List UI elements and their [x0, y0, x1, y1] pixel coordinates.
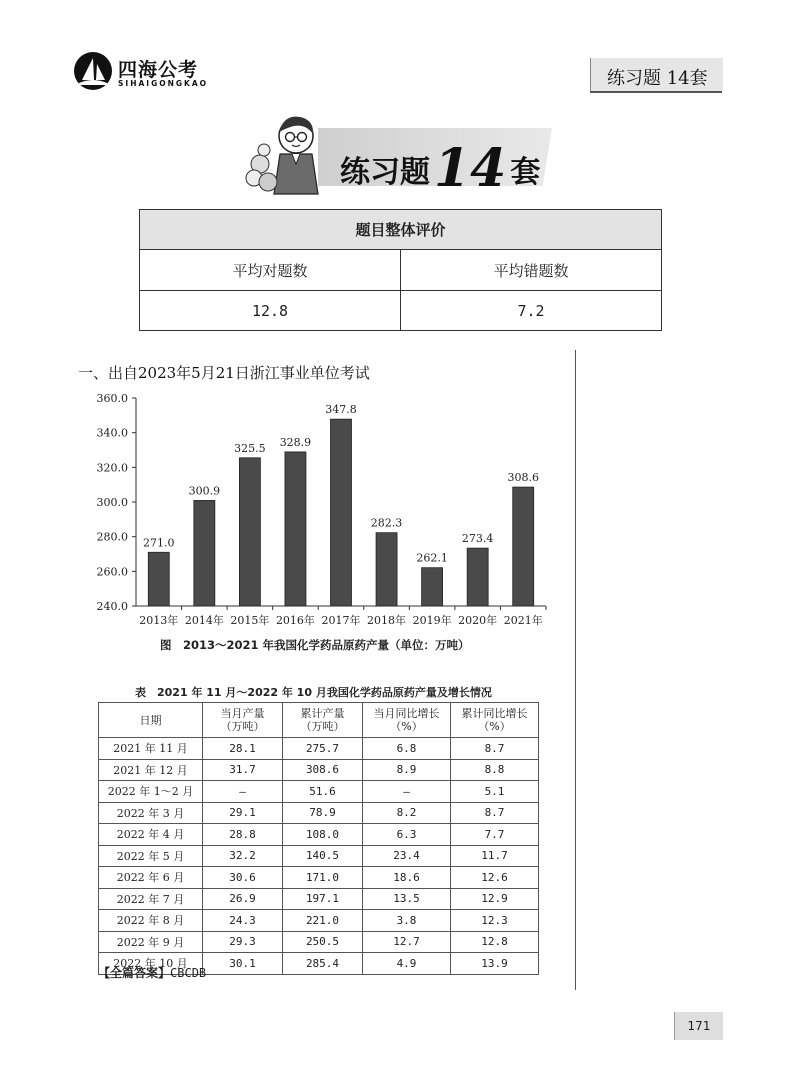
table-header-row	[99, 703, 539, 738]
header-line: 当月产量	[220, 707, 265, 720]
header-line: 当月同比增长	[373, 707, 440, 720]
table-cell: 2022 年 4 月	[99, 824, 203, 846]
table-cell: 3.8	[363, 910, 451, 932]
header-tab	[590, 58, 723, 92]
bar	[194, 500, 215, 606]
table-row	[99, 738, 539, 760]
bar	[422, 568, 443, 606]
chart-caption: 图 2013～2021 年我国化学药品原药产量（单位：万吨）	[160, 638, 470, 652]
table-cell: 2022 年 10 月	[99, 953, 203, 975]
x-tick-label: 2013年	[139, 614, 179, 627]
table-cell: 8.2	[363, 802, 451, 824]
bar-value-label: 308.6	[507, 471, 539, 485]
table-cell: —	[203, 781, 283, 803]
table-cell: 12.8	[451, 931, 539, 953]
table-cell: 8.8	[451, 759, 539, 781]
avg-correct-value: 12.8	[140, 291, 401, 331]
title-suffix: 套	[510, 155, 541, 190]
column-divider	[575, 350, 576, 990]
bar	[148, 552, 169, 606]
table-cell: 140.5	[283, 845, 363, 867]
table-header-cell	[283, 703, 363, 738]
table-cell: 2021 年 12 月	[99, 759, 203, 781]
table-cell: 29.1	[203, 802, 283, 824]
table-row	[99, 845, 539, 867]
table-cell: 13.5	[363, 888, 451, 910]
bar-chart	[80, 388, 550, 633]
table-cell: 5.1	[451, 781, 539, 803]
table-row	[99, 910, 539, 932]
table-cell: 12.6	[451, 867, 539, 889]
header-unit: （万吨）	[220, 720, 265, 733]
section-title: 一、出自2023年5月21日浙江事业单位考试	[78, 364, 370, 382]
bar-value-label: 273.4	[461, 532, 494, 546]
header-line: 累计产量	[300, 707, 345, 720]
table-cell: 30.1	[203, 953, 283, 975]
y-tick-label: 340.0	[96, 426, 128, 440]
header-unit: （万吨）	[300, 720, 345, 733]
table-cell: 26.9	[203, 888, 283, 910]
table-cell: 51.6	[283, 781, 363, 803]
table-cell: 250.5	[283, 931, 363, 953]
table-cell: 2021 年 11 月	[99, 738, 203, 760]
table-cell: 2022 年 9 月	[99, 931, 203, 953]
table-cell: 32.2	[203, 845, 283, 867]
table-cell: 308.6	[283, 759, 363, 781]
table-cell: 8.7	[451, 738, 539, 760]
table-row	[99, 888, 539, 910]
table-cell: 28.8	[203, 824, 283, 846]
table-cell: 78.9	[283, 802, 363, 824]
x-tick-label: 2017年	[321, 614, 361, 627]
header-tab-label: 练习题 14套	[607, 68, 708, 89]
page-number: 171	[674, 1012, 723, 1040]
table-cell: 28.1	[203, 738, 283, 760]
bar	[376, 533, 397, 606]
table-cell: 221.0	[283, 910, 363, 932]
y-tick-label: 280.0	[96, 530, 128, 544]
table-cell: 24.3	[203, 910, 283, 932]
table-cell: 197.1	[283, 888, 363, 910]
answer-line	[98, 964, 206, 981]
header-line: 日期	[139, 713, 162, 727]
table-cell: 8.9	[363, 759, 451, 781]
production-table	[98, 702, 539, 975]
title-prefix: 练习题	[340, 155, 430, 190]
table-cell: 2022 年 8 月	[99, 910, 203, 932]
table-header-cell	[363, 703, 451, 738]
table-cell: 12.3	[451, 910, 539, 932]
y-tick-label: 260.0	[96, 565, 128, 579]
table-cell: 285.4	[283, 953, 363, 975]
mascot-icon	[244, 108, 330, 196]
bar-value-label: 271.0	[143, 536, 175, 550]
table-row	[99, 824, 539, 846]
page-title	[340, 134, 541, 199]
table-body	[99, 738, 539, 975]
table-cell: 275.7	[283, 738, 363, 760]
y-tick-label: 360.0	[96, 392, 128, 405]
x-tick-label: 2019年	[412, 614, 452, 627]
table-caption: 表 2021 年 11 月～2022 年 10 月我国化学药品原药产量及增长情况	[135, 686, 492, 699]
logo-subtext: SIHAIGONGKAO	[118, 79, 209, 88]
table-cell: 18.6	[363, 867, 451, 889]
avg-correct-label: 平均对题数	[140, 250, 401, 291]
table-cell: 31.7	[203, 759, 283, 781]
table-cell: 171.0	[283, 867, 363, 889]
bar	[513, 487, 534, 606]
header-line: 累计同比增长	[461, 707, 528, 720]
answer-label: 【全篇答案】	[98, 966, 171, 980]
avg-wrong-label: 平均错题数	[401, 250, 662, 291]
x-tick-label: 2014年	[184, 614, 224, 627]
table-cell: 29.3	[203, 931, 283, 953]
x-tick-label: 2015年	[230, 614, 270, 627]
x-tick-label: 2021年	[503, 614, 543, 627]
table-header-cell	[99, 703, 203, 738]
table-cell: 8.7	[451, 802, 539, 824]
x-tick-label: 2018年	[367, 614, 407, 627]
evaluation-heading: 题目整体评价	[140, 210, 662, 250]
table-header-cell	[451, 703, 539, 738]
answer-value: CBCDB	[170, 966, 207, 980]
table-cell: 6.8	[363, 738, 451, 760]
table-row	[99, 781, 539, 803]
table-cell: 2022 年 6 月	[99, 867, 203, 889]
table-cell: 13.9	[451, 953, 539, 975]
evaluation-table	[139, 209, 662, 331]
table-cell: 12.9	[451, 888, 539, 910]
table-cell: 7.7	[451, 824, 539, 846]
sail-logo-icon	[74, 52, 112, 90]
y-tick-label: 300.0	[96, 496, 128, 509]
avg-wrong-value: 7.2	[401, 291, 662, 331]
table-row	[99, 867, 539, 889]
title-number: 14	[434, 138, 507, 199]
table-cell: 2022 年 3 月	[99, 802, 203, 824]
table-cell: 23.4	[363, 845, 451, 867]
bar	[285, 452, 306, 606]
bar-value-label: 347.8	[325, 403, 357, 417]
table-cell: —	[363, 781, 451, 803]
table-cell: 6.3	[363, 824, 451, 846]
table-row	[99, 802, 539, 824]
table-cell: 2022 年 7 月	[99, 888, 203, 910]
table-cell: 108.0	[283, 824, 363, 846]
table-cell: 4.9	[363, 953, 451, 975]
bar-value-label: 282.3	[370, 516, 403, 530]
table-row	[99, 931, 539, 953]
y-tick-label: 320.0	[96, 461, 128, 475]
logo	[74, 52, 274, 92]
table-row	[99, 759, 539, 781]
table-cell: 2022 年 5 月	[99, 845, 203, 867]
x-tick-label: 2020年	[458, 614, 498, 627]
table-cell: 11.7	[451, 845, 539, 867]
table-cell: 30.6	[203, 867, 283, 889]
table-cell: 2022 年 1～2 月	[99, 781, 203, 803]
header-unit: （%）	[390, 720, 423, 733]
bar-value-label: 262.1	[416, 551, 448, 565]
header-rule	[590, 91, 722, 93]
bar-value-label: 300.9	[188, 484, 221, 498]
table-cell: 12.7	[363, 931, 451, 953]
bar-value-label: 328.9	[279, 435, 312, 449]
bar-value-label: 325.5	[234, 441, 266, 455]
logo-text: 四海公考	[118, 59, 199, 81]
table-header-cell	[203, 703, 283, 738]
bar	[239, 458, 260, 606]
x-tick-label: 2016年	[275, 614, 315, 627]
bar	[467, 548, 488, 606]
header-unit: （%）	[478, 720, 511, 733]
bar	[331, 419, 352, 606]
y-tick-label: 240.0	[96, 600, 128, 613]
